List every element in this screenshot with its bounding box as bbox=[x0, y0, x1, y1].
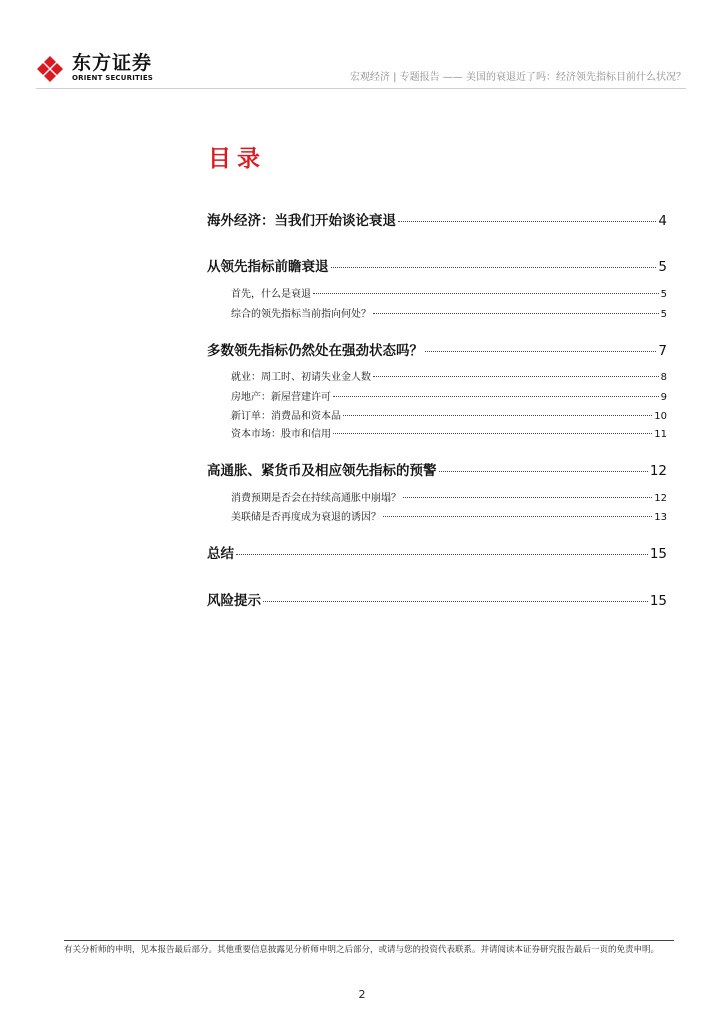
toc-entry-label: 从领先指标前瞻衰退 bbox=[207, 259, 329, 275]
toc-entry-label: 消费预期是否会在持续高通胀中崩塌？ bbox=[231, 493, 401, 504]
toc-entry-page: 13 bbox=[654, 512, 667, 523]
toc-entry[interactable] bbox=[207, 258, 667, 276]
toc-entry-page: 5 bbox=[658, 259, 667, 275]
toc-entry-page: 10 bbox=[654, 411, 667, 422]
toc-subentry[interactable] bbox=[231, 511, 667, 525]
toc-subentry[interactable] bbox=[231, 492, 667, 506]
toc-entry-label: 风险提示 bbox=[207, 593, 261, 609]
toc-entry-page: 8 bbox=[660, 372, 667, 383]
toc-subentry[interactable] bbox=[231, 288, 667, 302]
toc-subentry[interactable] bbox=[231, 428, 667, 442]
toc-leader-dots bbox=[236, 554, 648, 555]
toc-entry-label: 总结 bbox=[207, 546, 234, 562]
toc-entry-label: 高通胀、紧货币及相应领先指标的预警 bbox=[207, 463, 437, 479]
toc-entry[interactable] bbox=[207, 342, 667, 360]
toc-leader-dots bbox=[333, 396, 659, 397]
footer-divider bbox=[64, 940, 674, 941]
toc-leader-dots bbox=[439, 471, 648, 472]
toc-leader-dots bbox=[373, 376, 659, 377]
toc-entry[interactable] bbox=[207, 462, 667, 480]
toc-entry-label: 房地产：新屋营建许可 bbox=[231, 392, 331, 403]
toc-entry-page: 12 bbox=[649, 463, 667, 479]
toc-entry-page: 11 bbox=[654, 429, 667, 440]
page-header bbox=[0, 0, 724, 95]
toc-entry-page: 15 bbox=[649, 593, 667, 609]
toc-entry-label: 资本市场：股市和信用 bbox=[231, 429, 331, 440]
toc-entry[interactable] bbox=[207, 212, 667, 230]
toc-entry-page: 12 bbox=[654, 493, 667, 504]
toc-leader-dots bbox=[313, 293, 659, 294]
toc-entry-label: 新订单：消费品和资本品 bbox=[231, 411, 341, 422]
toc-subentry[interactable] bbox=[231, 391, 667, 405]
page-number: 2 bbox=[358, 988, 366, 1001]
toc-leader-dots bbox=[331, 267, 657, 268]
toc-entry-page: 7 bbox=[658, 343, 667, 359]
toc-leader-dots bbox=[403, 497, 652, 498]
toc-entry-page: 5 bbox=[660, 289, 667, 300]
running-title: 宏观经济 | 专题报告 —— 美国的衰退近了吗：经济领先指标目前什么状况？ bbox=[349, 72, 686, 83]
toc-leader-dots bbox=[398, 221, 656, 222]
toc-entry[interactable] bbox=[207, 592, 667, 610]
toc-entry-label: 综合的领先指标当前指向何处？ bbox=[231, 309, 371, 320]
toc-subentry[interactable] bbox=[231, 371, 667, 385]
toc-entry-page: 4 bbox=[658, 213, 667, 229]
toc-leader-dots bbox=[333, 433, 652, 434]
header-divider bbox=[36, 88, 686, 89]
toc-entry-label: 美联储是否再度成为衰退的诱因？ bbox=[231, 512, 381, 523]
toc-entry-page: 15 bbox=[649, 546, 667, 562]
toc-entry-label: 首先，什么是衰退 bbox=[231, 289, 311, 300]
toc-subentry[interactable] bbox=[231, 410, 667, 424]
toc-leader-dots bbox=[343, 415, 652, 416]
toc-entry-label: 海外经济：当我们开始谈论衰退 bbox=[207, 213, 396, 229]
logo-chinese-name: 东方证券 bbox=[72, 52, 153, 74]
toc-entry[interactable] bbox=[207, 545, 667, 563]
toc-leader-dots bbox=[373, 313, 659, 314]
toc-entry-label: 就业：周工时、初请失业金人数 bbox=[231, 372, 371, 383]
toc-leader-dots bbox=[425, 351, 656, 352]
toc-subentry[interactable] bbox=[231, 308, 667, 322]
toc-entry-page: 9 bbox=[660, 392, 667, 403]
toc-entry-label: 多数领先指标仍然处在强劲状态吗？ bbox=[207, 343, 423, 359]
toc-leader-dots bbox=[383, 516, 652, 517]
toc-title: 目录 bbox=[208, 146, 266, 172]
toc-entry-page: 5 bbox=[660, 309, 667, 320]
logo-english-name: ORIENT SECURITIES bbox=[72, 74, 154, 82]
footer-disclaimer: 有关分析师的申明，见本报告最后部分。其他重要信息披露见分析师申明之后部分，或请与您的投资代表联系。并请阅读本证券研究报告最后一页的免责申明。 bbox=[64, 945, 660, 955]
orient-logo-icon bbox=[36, 55, 64, 83]
toc-leader-dots bbox=[263, 601, 648, 602]
